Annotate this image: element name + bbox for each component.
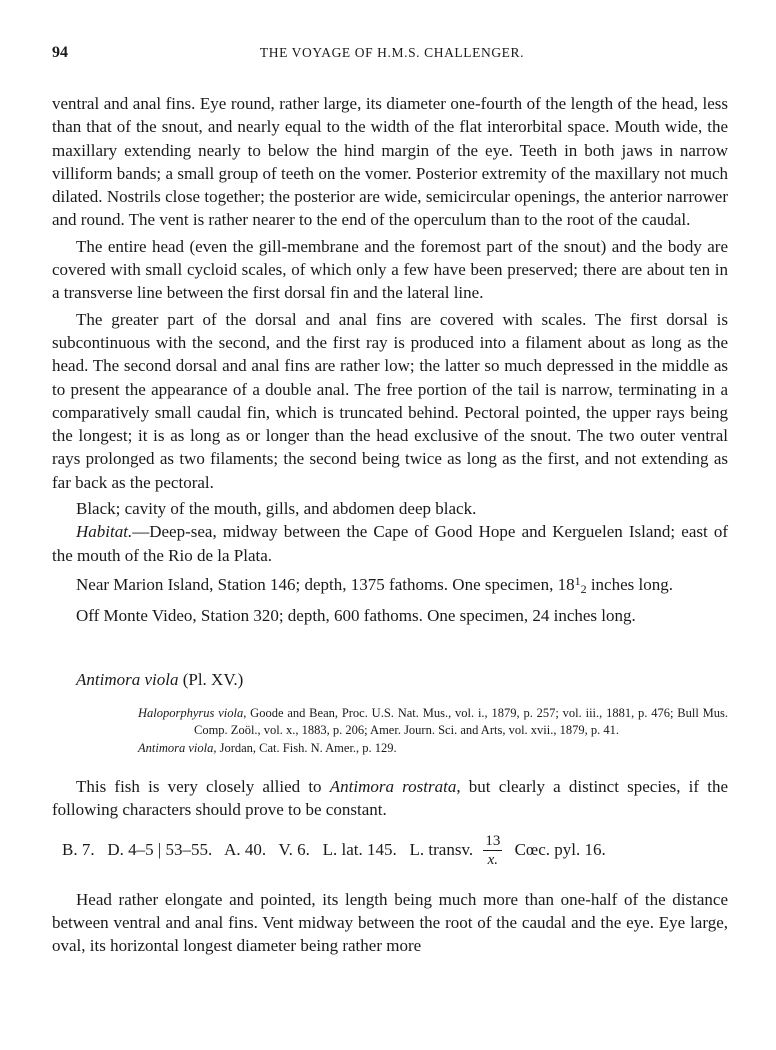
- paragraph-scales: The entire head (even the gill-membrane and the foremost part of the snout) and the body are covered with small cycloid scales, of which only a few have been preserved; there are about ten in a transverse line between the first dorsal fin and the lateral line.: [52, 236, 728, 303]
- allied-text: This fish is very closely allied to: [76, 777, 330, 797]
- habitat-label: Habitat.: [76, 522, 133, 542]
- allied-species: Antimora rostrata: [329, 777, 457, 797]
- fraction-denominator: 2: [580, 581, 587, 596]
- synonymy-list: [138, 705, 728, 758]
- formula-caeca: Cœc. pyl. 16.: [514, 840, 606, 860]
- synonym-citation: , Goode and Bean, Proc. U.S. Nat. Mus., vol. i., 1879, p. 257; vol. iii., 1881, p. 476; Bull Mus. Comp. Zoöl., vol. x., 1883, p. 206; Amer. Journ. Sci. and Arts, vol. xvii., 1879, p. 41.: [194, 705, 728, 738]
- species-plate: (Pl. XV.): [178, 669, 244, 689]
- paragraph-colour: Black; cavity of the mouth, gills, and abdomen deep black.: [76, 499, 477, 519]
- station-146-text: Near Marion Island, Station 146; depth, 1375 fathoms. One specimen, 18: [76, 574, 575, 594]
- synonym-citation: , Jordan, Cat. Fish. N. Amer., p. 129.: [213, 740, 397, 755]
- synonym-name: Haloporphyrus viola: [138, 705, 244, 720]
- page-header: [52, 44, 732, 68]
- allied-text-tail: , but clearly a distinct species, if the following characters should prove to be constant.: [52, 777, 729, 820]
- paragraph-fins: The greater part of the dorsal and anal fins are covered with scales. The first dorsal is subcontinuous with the second, and the first ray is produced into a filament about as long as the head. The second dorsal and anal fins are rather low; the latter so much depressed in the middle as to present the appearance of a double anal. The free portion of the tail is narrow, terminating in a comparatively small caudal fin, which is truncated behind. Pectoral pointed, the upper rays being the longest; it is as long as or longer than the head exclusive of the snout. The two outer ventral rays prolonged as two filaments; the second being twice as long as the first, and not extending as far back as the pectoral.: [52, 309, 728, 492]
- synonym-entry: [138, 705, 728, 740]
- body-text: [52, 92, 728, 958]
- paragraph-allied: [52, 775, 728, 822]
- paragraph-head: Head rather elongate and pointed, its length being much more than one-half of the distance between ventral and anal fins. Vent midway between the root of the caudal and the eye. Eye large, oval, its horizontal longest diameter being rather more: [52, 889, 728, 956]
- transverse-denominator: x.: [487, 851, 499, 868]
- species-name: Antimora viola: [76, 669, 179, 689]
- fin-formula: [52, 832, 728, 876]
- paragraph-station-146: [52, 570, 728, 601]
- fraction-numerator: 1: [574, 573, 581, 588]
- synonym-name: Antimora viola: [138, 740, 214, 755]
- synonym-entry: [138, 740, 728, 758]
- transverse-numerator: 13: [485, 832, 501, 849]
- running-title: THE VOYAGE OF H.M.S. CHALLENGER.: [259, 45, 525, 60]
- transverse-fraction: [483, 832, 502, 869]
- page-number: 94: [52, 44, 68, 61]
- species-heading: [52, 669, 728, 691]
- formula-counts: B. 7. D. 4–5 | 53–55. A. 40. V. 6. L. lat. 145. L. transv.: [62, 840, 474, 860]
- station-146-tail: inches long.: [586, 574, 673, 594]
- paragraph-habitat: [52, 520, 728, 567]
- paragraph-station-320: Off Monte Video, Station 320; depth, 600 fathoms. One specimen, 24 inches long.: [76, 606, 636, 626]
- habitat-text: —Deep-sea, midway between the Cape of Good Hope and Kerguelen Island; east of the mouth of the Rio de la Plata.: [52, 522, 728, 565]
- paragraph-continuation: ventral and anal fins. Eye round, rather large, its diameter one-fourth of the length of the head, less than that of the snout, and nearly equal to the width of the flat interorbital space. Mouth wide, the maxillary extending nearly to below the hind margin of the eye. Teeth in both jaws in narrow villiform bands; a small group of teeth on the vomer. Posterior extremity of the maxillary not much dilated. Nostrils close together; the posterior are wide, semicircular openings, the anterior narrower and round. The vent is rather nearer to the end of the operculum than to the root of the caudal.: [52, 94, 728, 230]
